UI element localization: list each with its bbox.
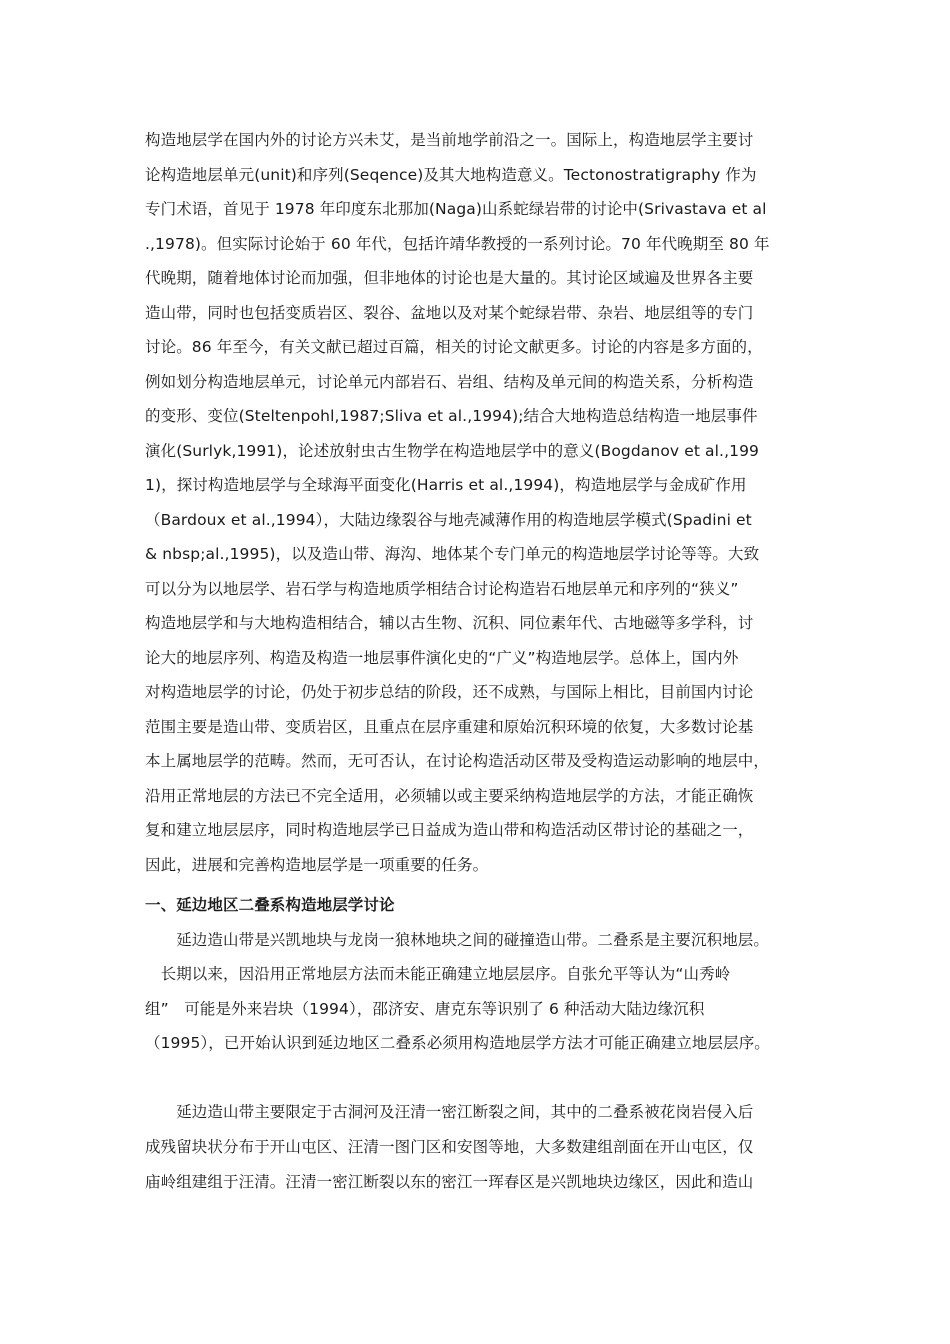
paragraph-line: 论大的地层序列、构造及构造一地层事件演化史的“广义”构造地层学。总体上，国内外	[145, 649, 739, 667]
paragraph-line: 讨论。86 年至今，有关文献已超过百篇，相关的讨论文献更多。讨论的内容是多方面的，	[145, 338, 763, 356]
paragraph-line: 演化(Surlyk,1991)，论述放射虫古生物学在构造地层学中的意义(Bogdanov et al.,199	[145, 442, 759, 460]
paragraph-line: 造山带，同时也包括变质岩区、裂谷、盆地以及对某个蛇绿岩带、杂岩、地层组等的专门	[145, 304, 754, 322]
paragraph-line: 对构造地层学的讨论，仍处于初步总结的阶段，还不成熟，与国际上相比，目前国内讨论	[145, 683, 754, 701]
paragraph-line: 的变形、变位(Steltenpohl,1987;Sliva et al.,1994);结合大地构造总结构造一地层事件	[145, 407, 758, 425]
paragraph-line: 代晚期，随着地体讨论而加强，但非地体的讨论也是大量的。其讨论区域遍及世界各主要	[145, 269, 754, 287]
paragraph-line: 延边造山带主要限定于古洞河及汪清一密江断裂之间，其中的二叠系被花岗岩侵入后	[145, 1103, 754, 1121]
paragraph-line: 沿用正常地层的方法已不完全适用，必须辅以或主要采纳构造地层学的方法，才能正确恢	[145, 787, 754, 805]
paragraph-line: 长期以来，因沿用正常地层方法而未能正确建立地层层序。自张允平等认为“山秀岭	[145, 965, 731, 983]
paragraph-line: 本上属地层学的范畴。然而，无可否认，在讨论构造活动区带及受构造运动影响的地层中，	[145, 752, 770, 770]
paragraph-line: 成残留块状分布于开山屯区、汪清一图门区和安图等地，大多数建组剖面在开山屯区，仅	[145, 1138, 754, 1156]
paragraph-line: 延边造山带是兴凯地块与龙岗一狼林地块之间的碰撞造山带。二叠系是主要沉积地层。	[145, 931, 770, 949]
paragraph-line: 例如划分构造地层单元，讨论单元内部岩石、岩组、结构及单元间的构造关系，分析构造	[145, 373, 754, 391]
section-heading: 一、延边地区二叠系构造地层学讨论	[145, 896, 395, 914]
paragraph-line: 组” 可能是外来岩块（1994），邵济安、唐克东等识别了 6 种活动大陆边缘沉积	[145, 1000, 705, 1018]
paragraph-line: 构造地层学在国内外的讨论方兴未艾，是当前地学前沿之一。国际上，构造地层学主要讨	[145, 131, 754, 149]
paragraph-line: 因此，进展和完善构造地层学是一项重要的任务。	[145, 856, 489, 874]
paragraph-line: 庙岭组建组于汪清。汪清一密江断裂以东的密江一珲春区是兴凯地块边缘区，因此和造山	[145, 1173, 754, 1191]
paragraph-line: 范围主要是造山带、变质岩区，且重点在层序重建和原始沉积环境的依复，大多数讨论基	[145, 718, 754, 736]
paragraph-line: 1)，探讨构造地层学与全球海平面变化(Harris et al.,1994)，构造地层学与金成矿作用	[145, 476, 747, 494]
paragraph-line: & nbsp;al.,1995)，以及造山带、海沟、地体某个专门单元的构造地层学讨论等等。大致	[145, 545, 760, 563]
paragraph-line: 可以分为以地层学、岩石学与构造地质学相结合讨论构造岩石地层单元和序列的“狭义”	[145, 580, 739, 598]
paragraph-line: （Bardoux et al.,1994），大陆边缘裂谷与地壳减薄作用的构造地层学模式(Spadini et	[145, 511, 752, 529]
paragraph-line: 构造地层学和与大地构造相结合，辅以古生物、沉积、同位素年代、古地磁等多学科，讨	[145, 614, 754, 632]
paragraph-line: .,1978)。但实际讨论始于 60 年代，包括许靖华教授的一系列讨论。70 年代晚期至 80 年	[145, 235, 770, 253]
paragraph-line: （1995），已开始认识到延边地区二叠系必须用构造地层学方法才可能正确建立地层层序。	[145, 1034, 770, 1052]
paragraph-line: 专门术语，首见于 1978 年印度东北那加(Naga)山系蛇绿岩带的讨论中(Srivastava et al	[145, 200, 767, 218]
paragraph-line: 复和建立地层层序，同时构造地层学已日益成为造山带和构造活动区带讨论的基础之一，	[145, 821, 754, 839]
paragraph-line: 论构造地层单元(unit)和序列(Seqence)及其大地构造意义。Tectonostratigraphy 作为	[145, 166, 757, 184]
